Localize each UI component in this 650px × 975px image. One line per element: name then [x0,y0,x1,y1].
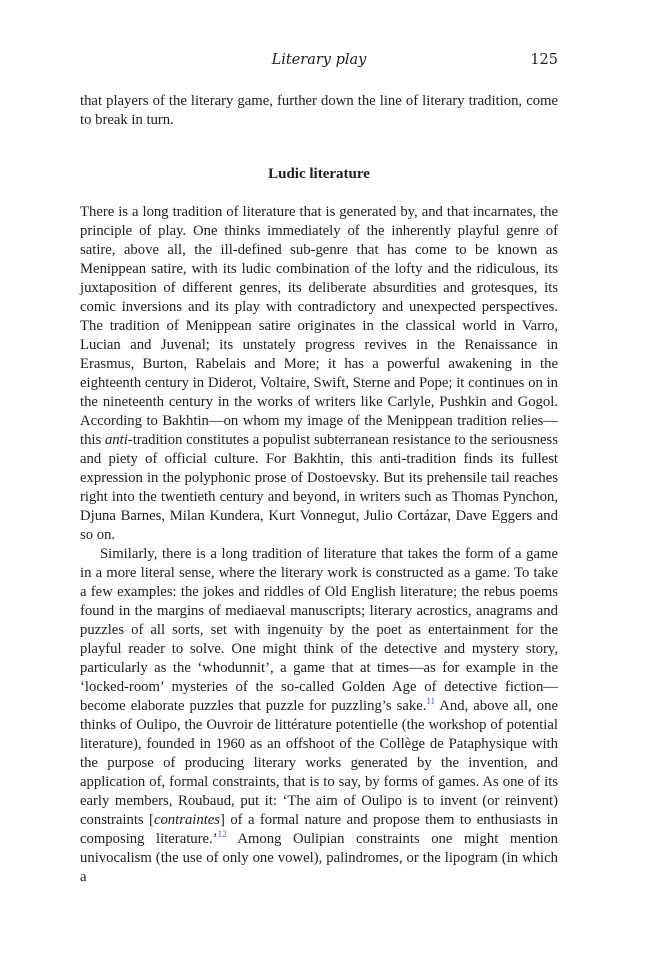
page-number: 125 [530,52,558,68]
paragraph-1-emphasis: anti [104,432,128,448]
section-body [80,203,558,887]
paragraph-2-part-b: And, above all, one thinks of Oulipo, the Ouvroir de littérature potentielle (the workshop of potential literature), founded in 1960 as an offshoot of the Collège de Pataphysique with the purpose of producing literary works generated by the invention, and application of, formal constraints, that is to say, by forms of games. As one of its early members, Roubaud, put it: ‘The aim of Oulipo is to invent (or reinvent) constraints [ [80,698,558,828]
paragraph-1 [80,203,558,545]
footnote-marker-11[interactable]: 11 [426,696,436,707]
running-title: Literary play [271,52,367,68]
continued-paragraph-text: that players of the literary game, further down the line of literary tradition, come to break in turn. [80,93,558,128]
paragraph-2-part-d: Among Oulipian constraints one might mention univocalism (the use of only one vowel), palindromes, or the lipogram (in which a [80,831,558,885]
paragraph-2 [80,545,558,887]
running-head [80,52,558,74]
paragraph-2-part-a: Similarly, there is a long tradition of literature that takes the form of a game in a more literal sense, where the literary work is constructed as a game. To take a few examples: the jokes and riddles of Old English literature; the rebus poems found in the margins of mediaeval manuscripts; literary acrostics, anagrams and puzzles of all sorts, set with ingenuity by the poet as entertainment for the playful reader to solve. One might think of the detective and mystery story, particularly as the ‘whodunnit’, a game that at times—as for example in the ‘locked-room’ mysteries of the so-called Golden Age of detective fiction—become elaborate puzzles that puzzle for puzzling’s sake. [80,546,558,714]
paragraph-1-part-a: There is a long tradition of literature that is generated by, and that incarnates, the principle of play. One thinks immediately of the inherently playful genre of satire, above all, the ill-defined sub-genre that has come to be known as Menippean satire, with its ludic combination of the lofty and the ridiculous, its juxtaposition of different genres, its deliberate absurdities and grotesques, its comic inversions and its play with contradictory and unexpected perspectives. The tradition of Menippean satire originates in the classical world in Varro, Lucian and Juvenal; its unstately progress revives in the Renaissance in Erasmus, Burton, Rabelais and More; it has a powerful awakening in the eighteenth century in Diderot, Voltaire, Swift, Sterne and Pope; it continues on in the nineteenth century in the works of writers like Carlyle, Pushkin and Gogol. According to Bakhtin—on whom my image of the Menippean tradition relies—this [80,204,558,448]
footnote-marker-12[interactable]: 12 [217,829,227,840]
continued-paragraph [80,92,558,130]
paragraph-2-emphasis: contraintes [153,812,221,828]
section-heading: Ludic literature [268,166,370,182]
paragraph-2-part-c: ] of a formal nature and propose them to enthusiasts in composing literature.’ [80,812,558,847]
paragraph-1-part-b: -tradition constitutes a populist subterranean resistance to the seriousness and piety of official culture. For Bakhtin, this anti-tradition finds its fullest expression in the polyphonic prose of Dostoevsky. But its prehensile tail reaches right into the twentieth century and beyond, in writers such as Thomas Pynchon, Djuna Barnes, Milan Kundera, Kurt Vonnegut, Julio Cortázar, Dave Eggers and so on. [80,432,558,543]
